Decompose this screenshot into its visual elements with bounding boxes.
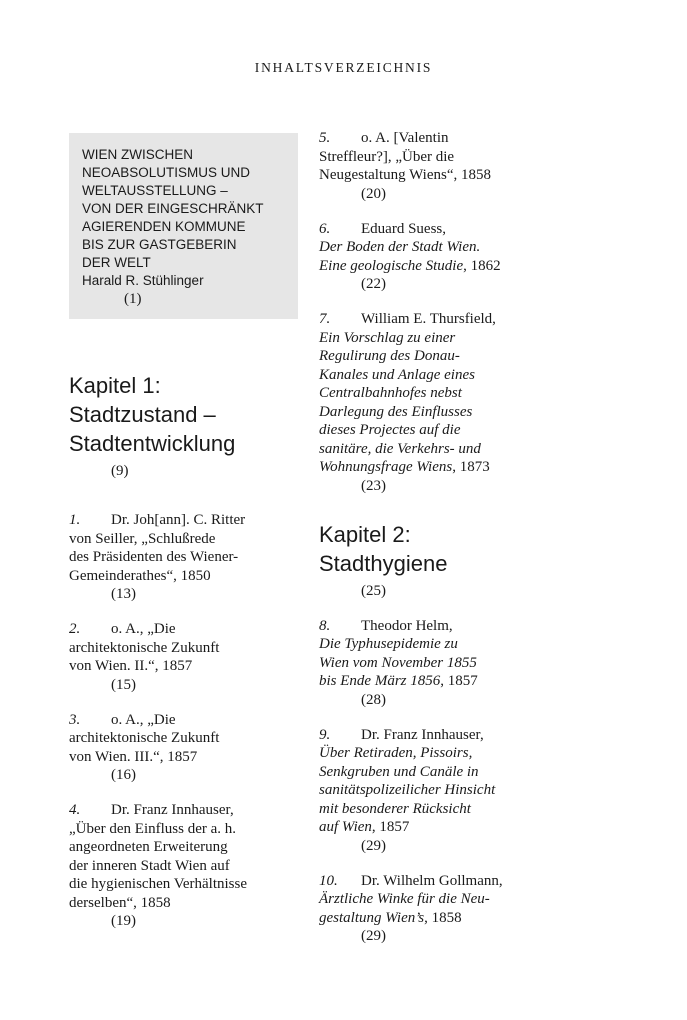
entry-number: 7.	[319, 311, 331, 327]
intro-title-line: AGIERENDEN KOMMUNE	[82, 219, 246, 234]
toc-entry	[319, 872, 579, 947]
intro-title-line: VON DER EINGESCHRÄNKT	[82, 201, 264, 216]
entry-text-segment: Dr. Wilhelm Gollmann,	[361, 872, 503, 889]
entry-page-number: (22)	[361, 276, 386, 292]
entry-line	[319, 310, 579, 329]
entry-title-segment: Kanales und Anlage eines	[319, 366, 475, 383]
entry-text-segment: William E. Thursfield,	[361, 311, 496, 327]
chapter-title-line: Kapitel 1:	[69, 373, 161, 398]
toc-entry	[319, 129, 579, 204]
chapter-heading	[69, 371, 329, 481]
toc-entry	[69, 511, 329, 604]
entry-page-number: (29)	[361, 837, 386, 854]
entry-line	[319, 329, 579, 348]
entry-number: 9.	[319, 726, 331, 743]
intro-title-line: BIS ZUR GASTGEBERIN	[82, 237, 237, 252]
toc-entry	[69, 711, 329, 786]
chapter-heading	[319, 520, 579, 601]
entry-text-segment: o. A., „Die	[111, 711, 176, 728]
entry-text-segment: derselben“, 1858	[69, 894, 171, 911]
entry-text-segment: , 1858	[424, 909, 462, 926]
entry-text-segment: , 1862	[463, 257, 501, 274]
entry-line	[319, 166, 579, 185]
entry-line	[319, 257, 579, 276]
chapter-page-number: (25)	[361, 582, 386, 599]
entry-title-segment: Regulirung des Donau-	[319, 348, 460, 364]
entry-text-segment: angeordneten Erweiterung	[69, 839, 228, 855]
chapter-page-number: (9)	[111, 463, 129, 479]
entry-title-segment: Der Boden der Stadt Wien.	[319, 239, 481, 255]
entry-text-segment: , 1873	[452, 459, 490, 475]
entry-line	[319, 909, 579, 928]
entry-page-number: (20)	[361, 185, 386, 202]
chapter-title-line: Stadthygiene	[319, 550, 448, 576]
entry-title-segment: Darlegung des Einflusses	[319, 403, 473, 420]
entry-title-segment: mit besonderer Rücksicht	[319, 800, 471, 817]
entry-page-number: (15)	[111, 676, 136, 693]
entry-line	[319, 220, 579, 239]
entry-line	[319, 726, 579, 745]
entry-line	[69, 801, 329, 820]
entry-text-segment: Gemeinderathes“, 1850	[69, 567, 211, 584]
entry-line	[319, 440, 579, 459]
entry-text-segment: Dr. Franz Innhauser,	[361, 726, 484, 743]
entry-line	[319, 635, 579, 654]
entry-line	[319, 800, 579, 819]
entry-text-segment: von Wien. II.“, 1857	[69, 658, 193, 674]
entry-line	[319, 818, 579, 837]
entry-line	[319, 890, 579, 909]
entry-title-segment: Wien vom November 1855	[319, 654, 477, 671]
entry-title-segment: Die Typhusepidemie zu	[319, 636, 458, 652]
intro-title-line: DER WELT	[82, 255, 151, 270]
entry-line	[319, 763, 579, 782]
entry-line	[69, 639, 329, 658]
entry-number: 8.	[319, 617, 331, 634]
entry-text-segment: Eduard Suess,	[361, 220, 446, 237]
entry-title-segment: Wohnungsfrage Wiens	[319, 459, 453, 475]
entry-title-segment: sanitäre, die Verkehrs- und	[319, 440, 481, 457]
toc-entry	[69, 801, 329, 931]
toc-entry	[319, 726, 579, 856]
entry-line	[319, 617, 579, 636]
entry-page-number: (19)	[111, 913, 136, 929]
entry-line	[319, 781, 579, 800]
entry-line	[319, 654, 579, 673]
entry-text-segment: die hygienischen Verhältnisse	[69, 876, 248, 892]
toc-column-right	[319, 129, 579, 946]
intro-page-number: (1)	[124, 291, 142, 307]
entry-text-segment: Streffleur?], „Über die	[319, 148, 455, 165]
entry-text-segment: architektonische Zukunft	[69, 639, 220, 656]
entry-text-segment: o. A., „Die	[111, 621, 176, 637]
entry-text-segment: Theodor Helm,	[361, 617, 453, 634]
entry-line	[319, 672, 579, 691]
entry-title-segment: Über Retiraden, Pissoirs,	[319, 745, 473, 761]
entry-title-segment: gestaltung Wien’s	[319, 909, 425, 926]
entry-text-segment: des Präsidenten des Wiener-	[69, 549, 239, 565]
page-header: INHALTSVERZEICHNIS	[254, 60, 433, 75]
entry-line	[319, 148, 579, 167]
entry-line	[69, 511, 329, 530]
entry-number: 4.	[69, 802, 81, 818]
entry-text-segment: der inneren Stadt Wien auf	[69, 857, 230, 874]
entry-line	[319, 403, 579, 422]
entry-line	[319, 384, 579, 403]
entry-line	[69, 748, 329, 767]
entry-title-segment: bis Ende März 1856	[319, 673, 441, 689]
entry-number: 2.	[69, 621, 81, 637]
entry-text-segment: Dr. Franz Innhauser,	[111, 802, 234, 818]
entry-line	[319, 347, 579, 366]
entry-line	[69, 875, 329, 894]
toc-entry	[319, 220, 579, 295]
entry-line	[319, 872, 579, 891]
entry-page-number: (29)	[361, 928, 386, 944]
entry-line	[69, 567, 329, 586]
entry-line	[319, 366, 579, 385]
toc-entry	[319, 310, 579, 496]
entry-title-segment: Senkgruben und Canäle in	[319, 763, 479, 780]
entry-title-segment: dieses Projectes auf die	[319, 422, 461, 438]
entry-text-segment: von Wien. III.“, 1857	[69, 748, 198, 765]
entry-title-segment: Eine geologische Studie	[319, 257, 464, 274]
entry-line	[319, 744, 579, 763]
intro-title-line: WELTAUSSTELLUNG –	[82, 183, 228, 198]
intro-title-line: WIEN ZWISCHEN	[82, 147, 193, 162]
entry-line	[69, 857, 329, 876]
entry-text-segment: o. A. [Valentin	[361, 130, 449, 146]
entry-number: 5.	[319, 130, 331, 146]
entry-line	[319, 458, 579, 477]
entry-text-segment: Dr. Joh[ann]. C. Ritter	[111, 512, 246, 528]
entry-line	[69, 530, 329, 549]
entry-line	[69, 838, 329, 857]
entry-page-number: (16)	[111, 767, 136, 783]
entry-text-segment: Neugestaltung Wiens“, 1858	[319, 167, 492, 183]
entry-line	[69, 729, 329, 748]
chapter-title-line: Kapitel 2:	[319, 521, 411, 547]
entry-text-segment: architektonische Zukunft	[69, 730, 220, 746]
entry-line	[319, 421, 579, 440]
entry-title-segment: Ärztliche Winke für die Neu-	[319, 891, 490, 907]
entry-line	[319, 129, 579, 148]
entry-line	[319, 238, 579, 257]
entry-page-number: (13)	[111, 586, 136, 602]
entry-line	[69, 657, 329, 676]
entry-title-segment: auf Wien	[319, 819, 372, 835]
toc-column-left	[69, 371, 329, 931]
toc-entry	[319, 617, 579, 710]
entry-number: 10.	[319, 872, 338, 889]
entry-line	[69, 894, 329, 913]
entry-number: 6.	[319, 220, 331, 237]
entry-page-number: (28)	[361, 691, 386, 708]
entry-text-segment: , 1857	[371, 819, 410, 835]
entry-text-segment: „Über den Einfluss der a. h.	[69, 820, 237, 837]
toc-entry	[69, 620, 329, 695]
entry-number: 1.	[69, 512, 81, 528]
chapter-title-line: Stadtentwicklung	[69, 431, 236, 456]
entry-page-number: (23)	[361, 477, 386, 494]
entry-title-segment: Ein Vorschlag zu einer	[319, 329, 456, 346]
entry-number: 3.	[69, 711, 81, 728]
entry-title-segment: Centralbahnhofes nebst	[319, 385, 462, 401]
entry-title-segment: sanitätspolizeilicher Hinsicht	[319, 782, 496, 798]
entry-line	[69, 620, 329, 639]
intro-author: Harald R. Stühlinger	[82, 273, 204, 288]
entry-line	[69, 711, 329, 730]
entry-text-segment: , 1857	[440, 673, 478, 689]
intro-box	[69, 133, 298, 319]
entry-line	[69, 820, 329, 839]
chapter-title-line: Stadtzustand –	[69, 402, 216, 427]
entry-text-segment: von Seiller, „Schlußrede	[69, 530, 216, 547]
entry-line	[69, 548, 329, 567]
intro-title-line: NEOABSOLUTISMUS UND	[82, 165, 251, 180]
